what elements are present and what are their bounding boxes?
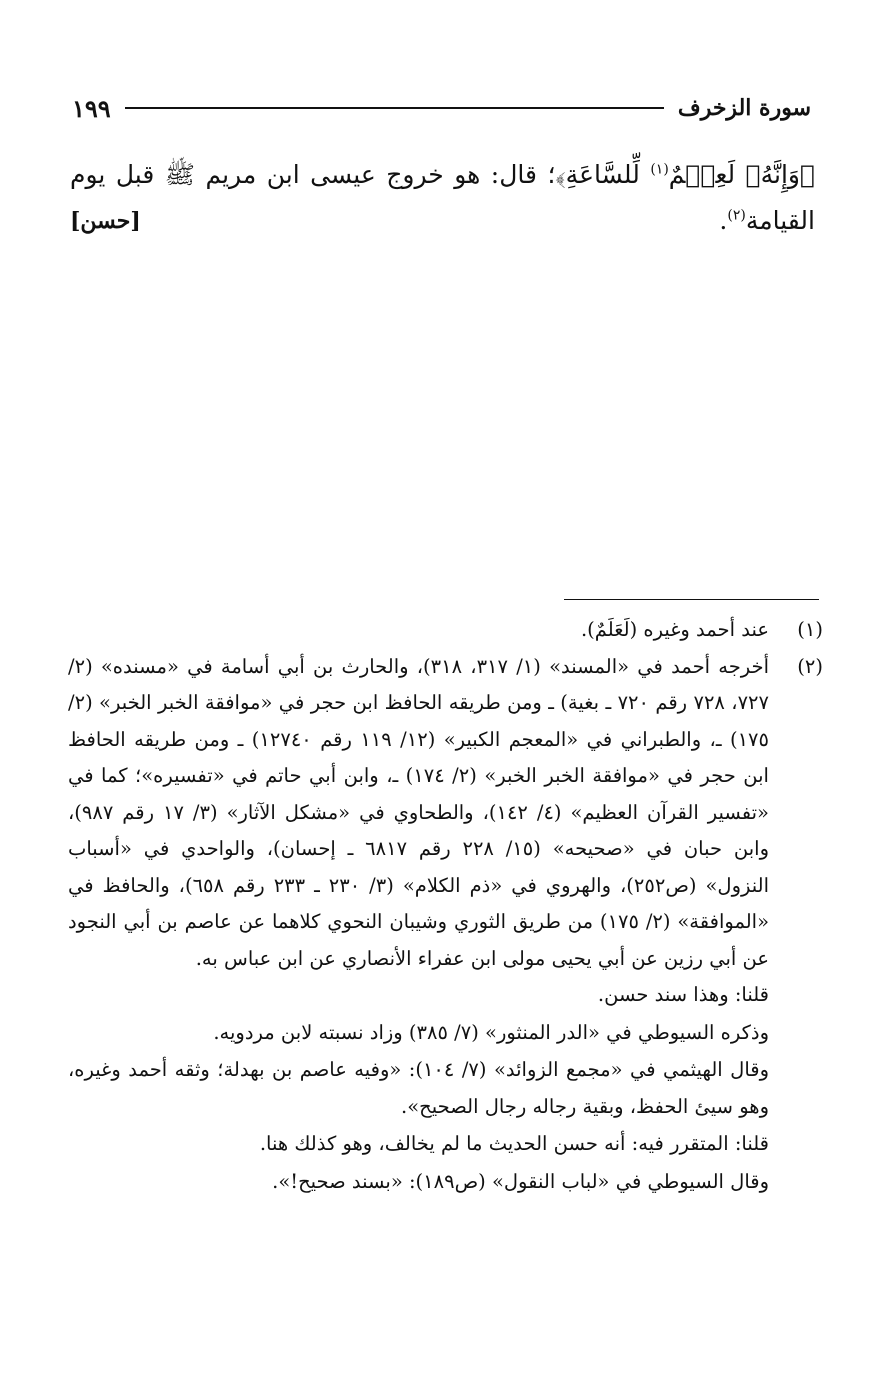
commentary-paragraph: وقال السيوطي في «لباب النقول» (ص١٨٩): «بسند صحيح!». [272, 1169, 769, 1193]
header-rule [125, 107, 664, 109]
commentary-paragraph: وقال الهيثمي في «مجمع الزوائد» (٧/ ١٠٤): «وفيه عاصم بن بهدلة؛ وثقه أحمد وغيره، وهو سيئ الحفظ، وبقية رجاله رجال الصحيح». [68, 1058, 769, 1118]
hadith-grade: [حسن] [70, 208, 141, 234]
footnote-ref-2: (٢) [727, 207, 746, 224]
surah-title: سورة الزخرف [677, 95, 811, 121]
main-text: ﴿وَإِنَّهُۥ لَعِلۡمٌ$^{(١)}$ لِّلسَّاعَةِ﴾؛ قال: هو خروج عيسى ابن مريم ﷺ قبل يوم القيامة$^{(٢)}$. [حسن] [70, 152, 815, 244]
running-header [72, 88, 811, 128]
page-number: ١٩٩ [72, 93, 111, 123]
commentary-paragraph: قلنا: المتقرر فيه: أنه حسن الحديث ما لم يخالف، وهو كذلك هنا. [259, 1132, 769, 1155]
commentary-paragraph: وذكره السيوطي في «الدر المنثور» (٧/ ٣٨٥) وزاد نسبته لابن مردويه. [213, 1020, 769, 1044]
footnote-text: أخرجه أحمد في «المسند» (١/ ٣١٧، ٣١٨)، والحارث بن أبي أسامة في «مسنده» (٢/ ٧٢٧، ٧٢٨ رقم ٧٢٠ ـ بغية) ـ ومن طريقه الحافظ ابن حجر في «موافقة الخبر الخبر» (٢/ ١٧٥) ـ، والطبراني في «المعجم الكبير» (١٢/ ١١٩ رقم ١٢٧٤٠) ـ ومن طريقه الحافظ ابن حجر في «موافقة الخبر الخبر» (٢/ ١٧٤) ـ، وابن أبي حاتم في «تفسيره»؛ كما في «تفسير القرآن العظيم» (٤/ ١٤٢)، والطحاوي في «مشكل الآثار» (٣/ ١٧ رقم ٩٨٧)، وابن حبان في «صحيحه» (١٥/ ٢٢٨ رقم ٦٨١٧ ـ إحسان)، والواحدي في «أسباب النزول» (ص٢٥٢)، والهروي في «ذم الكلام» (٣/ ٢٣٠ ـ ٢٣٣ رقم ٦٥٨)، والحافظ في «الموافقة» (٢/ ١٧٥) من طريق الثوري وشيبان النحوي كلاهما عن عاصم بن أبي النجود عن أبي رزين عن أبي يحيى مولى ابن عفراء الأنصاري عن ابن عباس به. [68, 654, 770, 970]
footnote-ref-1: (١) [650, 161, 669, 178]
footnote [68, 649, 823, 978]
footnotes [68, 612, 823, 1200]
footnote-text: عند أحمد وغيره (لَعَلَمٌ). [580, 618, 769, 641]
footnote-number: (٢) [797, 654, 823, 678]
footnote-number: (١) [797, 618, 823, 641]
footnote-separator [564, 599, 819, 600]
footnote [68, 612, 823, 649]
quran-phrase: ﴿وَإِنَّهُۥ لَعِلۡمٌ [668, 160, 815, 189]
main-body: ؛ قال: هو خروج عيسى ابن مريم ﷺ قبل يوم القيامة [70, 160, 815, 235]
quran-phrase-end: لِّلسَّاعَةِ﴾ [555, 160, 640, 189]
commentary-paragraph: قلنا: وهذا سند حسن. [597, 983, 769, 1006]
